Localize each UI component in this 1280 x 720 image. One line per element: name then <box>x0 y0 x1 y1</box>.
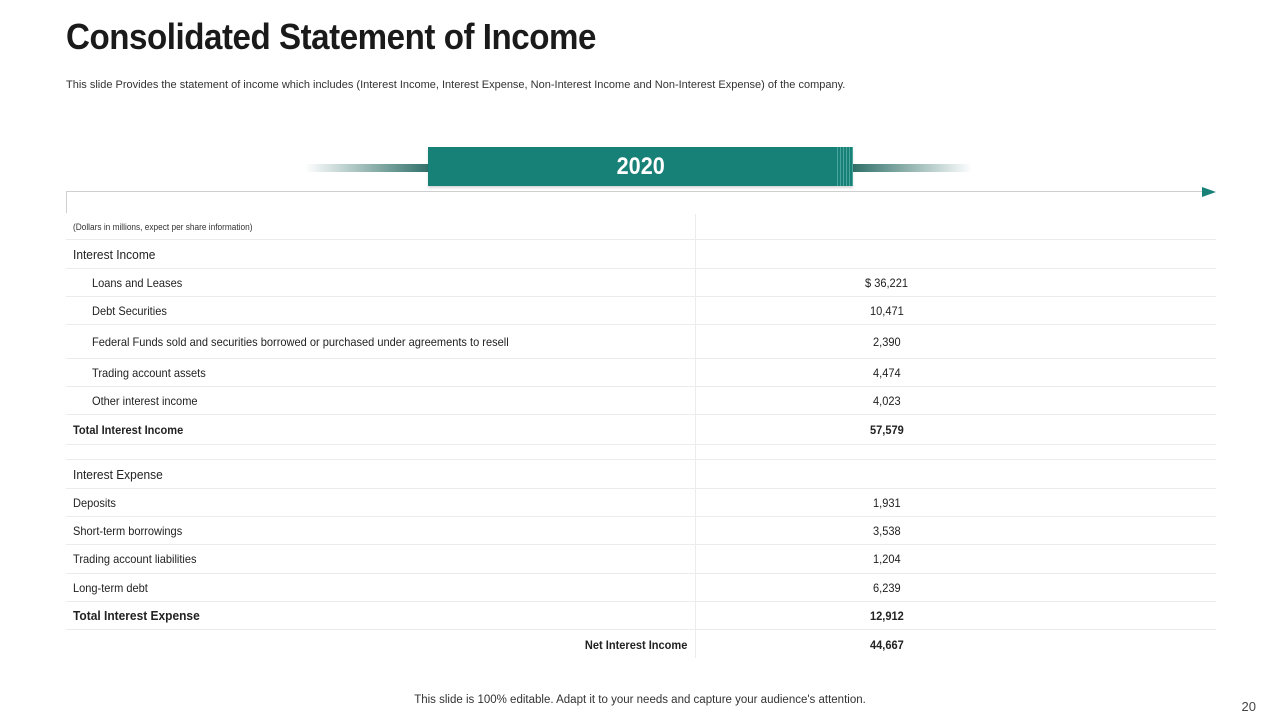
table-row <box>66 325 1216 359</box>
total-row <box>66 415 1216 445</box>
row-value: 10,471 <box>870 303 904 318</box>
table-row <box>66 269 1216 297</box>
row-value: 4,023 <box>873 393 902 408</box>
row-label: Deposits <box>73 495 116 510</box>
page-title: Consolidated Statement of Income <box>66 16 596 57</box>
row-value: 3,538 <box>873 523 902 538</box>
net-interest-income-value: 44,667 <box>870 638 904 652</box>
row-label: Federal Funds sold and securities borrowed or purchased under agreements to resell <box>92 334 509 349</box>
arrow-right-icon <box>1202 187 1216 197</box>
row-label: Loans and Leases <box>92 275 183 290</box>
total-row <box>66 602 1216 630</box>
total-interest-income-value: 57,579 <box>870 422 904 437</box>
units-note: (Dollars in millions, expect per share information) <box>73 221 253 232</box>
table-row <box>66 489 1216 517</box>
row-label: Debt Securities <box>92 303 167 318</box>
footer-note: This slide is 100% editable. Adapt it to your needs and capture your audience's attention. <box>414 694 866 706</box>
page-subtitle: This slide Provides the statement of income which includes (Interest Income, Interest Expense, Non-Interest Income and Non-Interest Expense) of the company. <box>66 79 846 91</box>
row-value: 2,390 <box>873 334 902 349</box>
row-label: Long-term debt <box>73 580 148 595</box>
interest-expense-header: Interest Expense <box>73 466 163 482</box>
row-label: Short-term borrowings <box>73 523 183 538</box>
table-note-row <box>66 214 1216 240</box>
timeline-line <box>66 191 1206 192</box>
row-value: 1,931 <box>873 495 902 510</box>
row-value: 6,239 <box>873 580 902 595</box>
section-header-row <box>66 240 1216 269</box>
total-interest-expense-value: 12,912 <box>870 608 904 623</box>
total-interest-expense-label: Total Interest Expense <box>73 608 200 623</box>
table-row <box>66 297 1216 325</box>
banner-left-fade <box>305 164 430 172</box>
table-row <box>66 359 1216 387</box>
row-value: 1,204 <box>873 552 902 566</box>
table-row <box>66 387 1216 415</box>
timeline-start-tick <box>66 191 67 213</box>
row-value: 4,474 <box>873 365 902 380</box>
row-label: Other interest income <box>92 393 198 408</box>
year-label: 2020 <box>616 152 665 180</box>
net-row <box>66 630 1216 660</box>
total-interest-income-label: Total Interest Income <box>73 422 184 437</box>
row-label: Trading account liabilities <box>73 552 197 566</box>
section-header-row <box>66 460 1216 489</box>
row-value: $ 36,221 <box>865 275 909 290</box>
table-row <box>66 545 1216 574</box>
page-number: 20 <box>1241 699 1256 714</box>
spacer-row <box>66 445 1216 460</box>
table-row <box>66 574 1216 602</box>
interest-income-header: Interest Income <box>73 246 156 262</box>
year-banner <box>428 147 853 186</box>
banner-stripes <box>835 147 853 186</box>
row-label: Trading account assets <box>92 365 206 380</box>
banner-right-fade <box>852 164 972 172</box>
income-statement-table <box>66 214 1216 660</box>
table-row <box>66 517 1216 545</box>
net-interest-income-label: Net Interest Income <box>584 638 687 652</box>
